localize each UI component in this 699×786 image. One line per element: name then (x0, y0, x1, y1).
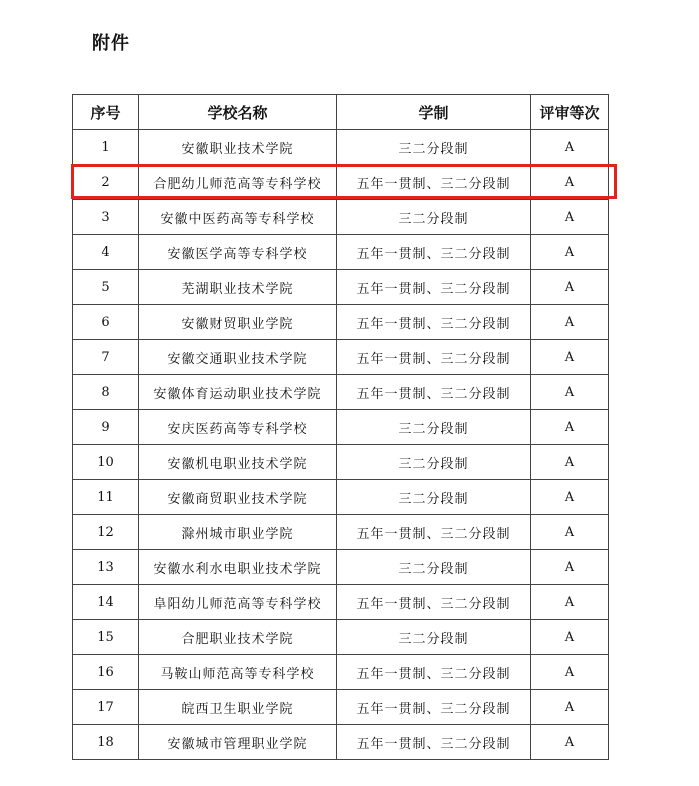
row-grade: A (531, 375, 609, 410)
table-row (73, 480, 609, 515)
row-grade: A (531, 550, 609, 585)
row-number: 3 (73, 200, 139, 235)
row-number: 12 (73, 515, 139, 550)
row-system: 五年一贯制、三二分段制 (337, 655, 531, 690)
row-system: 三二分段制 (337, 200, 531, 235)
row-system: 五年一贯制、三二分段制 (337, 340, 531, 375)
row-school-name: 安徽水利水电职业技术学院 (139, 550, 337, 585)
row-grade: A (531, 445, 609, 480)
row-school-name: 合肥职业技术学院 (139, 620, 337, 655)
table-body (73, 130, 609, 760)
row-number: 6 (73, 305, 139, 340)
table-row (73, 235, 609, 270)
row-system: 五年一贯制、三二分段制 (337, 375, 531, 410)
row-grade: A (531, 655, 609, 690)
row-grade: A (531, 340, 609, 375)
row-number: 14 (73, 585, 139, 620)
row-school-name: 安徽体育运动职业技术学院 (139, 375, 337, 410)
row-number: 17 (73, 690, 139, 725)
row-number: 4 (73, 235, 139, 270)
table-row (73, 165, 609, 200)
row-school-name: 安徽城市管理职业学院 (139, 725, 337, 760)
page-title: 附件 (92, 33, 130, 54)
row-system: 三二分段制 (337, 550, 531, 585)
row-school-name: 滁州城市职业学院 (139, 515, 337, 550)
row-number: 10 (73, 445, 139, 480)
row-grade: A (531, 480, 609, 515)
table-row (73, 690, 609, 725)
row-grade: A (531, 305, 609, 340)
row-grade: A (531, 620, 609, 655)
row-number: 1 (73, 130, 139, 165)
row-number: 13 (73, 550, 139, 585)
row-grade: A (531, 270, 609, 305)
row-school-name: 安徽医学高等专科学校 (139, 235, 337, 270)
row-number: 18 (73, 725, 139, 760)
row-system: 五年一贯制、三二分段制 (337, 515, 531, 550)
row-grade: A (531, 235, 609, 270)
table-row (73, 620, 609, 655)
row-grade: A (531, 585, 609, 620)
header-school-name: 学校名称 (139, 95, 337, 130)
row-grade: A (531, 725, 609, 760)
table-row (73, 200, 609, 235)
row-school-name: 安徽机电职业技术学院 (139, 445, 337, 480)
table-row (73, 270, 609, 305)
row-system: 三二分段制 (337, 445, 531, 480)
table-row (73, 375, 609, 410)
row-grade: A (531, 130, 609, 165)
header-grade: 评审等次 (531, 95, 609, 130)
school-table (72, 94, 609, 760)
row-school-name: 芜湖职业技术学院 (139, 270, 337, 305)
row-number: 11 (73, 480, 139, 515)
row-system: 三二分段制 (337, 130, 531, 165)
row-system: 三二分段制 (337, 410, 531, 445)
table-row (73, 515, 609, 550)
row-grade: A (531, 410, 609, 445)
row-number: 15 (73, 620, 139, 655)
table-header-row (73, 95, 609, 130)
header-system: 学制 (337, 95, 531, 130)
row-system: 五年一贯制、三二分段制 (337, 725, 531, 760)
row-system: 五年一贯制、三二分段制 (337, 165, 531, 200)
row-school-name: 安徽中医药高等专科学校 (139, 200, 337, 235)
row-system: 五年一贯制、三二分段制 (337, 690, 531, 725)
table-row (73, 445, 609, 480)
table-row (73, 725, 609, 760)
row-grade: A (531, 515, 609, 550)
table-row (73, 130, 609, 165)
row-school-name: 安徽交通职业技术学院 (139, 340, 337, 375)
table-row (73, 550, 609, 585)
row-school-name: 安徽职业技术学院 (139, 130, 337, 165)
row-system: 三二分段制 (337, 480, 531, 515)
row-school-name: 合肥幼儿师范高等专科学校 (139, 165, 337, 200)
row-number: 16 (73, 655, 139, 690)
row-grade: A (531, 690, 609, 725)
row-number: 2 (73, 165, 139, 200)
row-system: 五年一贯制、三二分段制 (337, 305, 531, 340)
row-number: 5 (73, 270, 139, 305)
row-school-name: 皖西卫生职业学院 (139, 690, 337, 725)
header-number: 序号 (73, 95, 139, 130)
row-school-name: 马鞍山师范高等专科学校 (139, 655, 337, 690)
table-row (73, 305, 609, 340)
row-grade: A (531, 165, 609, 200)
table-row (73, 585, 609, 620)
row-number: 9 (73, 410, 139, 445)
row-system: 三二分段制 (337, 620, 531, 655)
table-row (73, 340, 609, 375)
row-system: 五年一贯制、三二分段制 (337, 585, 531, 620)
table-row (73, 655, 609, 690)
row-school-name: 安徽财贸职业学院 (139, 305, 337, 340)
row-number: 7 (73, 340, 139, 375)
row-system: 五年一贯制、三二分段制 (337, 235, 531, 270)
row-grade: A (531, 200, 609, 235)
row-number: 8 (73, 375, 139, 410)
row-school-name: 阜阳幼儿师范高等专科学校 (139, 585, 337, 620)
row-system: 五年一贯制、三二分段制 (337, 270, 531, 305)
row-school-name: 安庆医药高等专科学校 (139, 410, 337, 445)
table-row (73, 410, 609, 445)
row-school-name: 安徽商贸职业技术学院 (139, 480, 337, 515)
